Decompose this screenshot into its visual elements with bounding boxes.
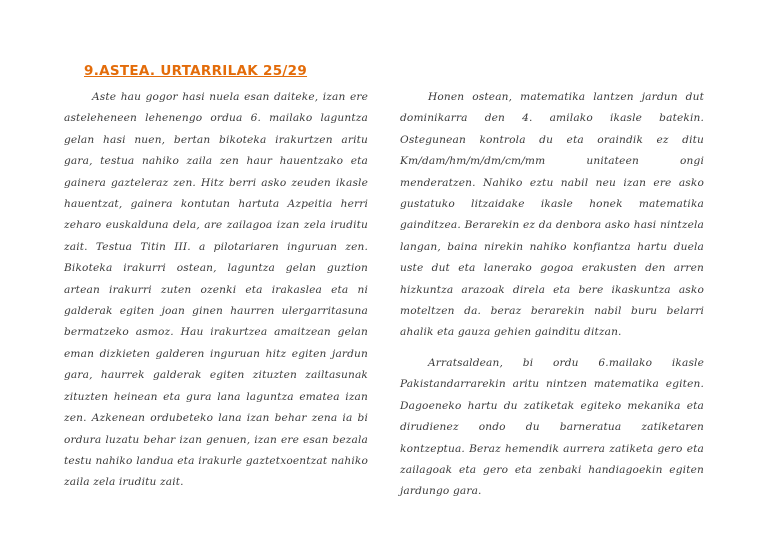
left-paragraph-1: Aste hau gogor hasi nuela esan daiteke, izan ere asteleheneen lehenengo ordua 6. mailako laguntza gelan hasi nuen, bertan bikoteka irakurtzen aritu gara, testua nahiko zaila zen haur hauentzako eta gainera gazteleraz zen. Hitz berri asko zeuden ikasle hauentzat, gainera kontutan hartuta Azpeitia herri zeharo euskalduna dela, are zailagoa izan zela iruditu zait. Testua Titin III. a pilotariaren inguruan zen. Bikoteka irakurri ostean, laguntza gelan guztion artean irakurri zuten ozenki eta irakaslea eta ni galderak egiten joan ginen haurren ulergarritasuna bermatzeko asmoz. Hau irakurtzea amaitzean gelan eman dizkieten galderen inguruan hitz egiten jardun gara, haurrek galderak egiten zituzten zailtasunak zituzten heinean eta gura lana laguntza ematea izan zen. Azkenean ordubeteko lana izan behar zena ia bi ordura luzatu behar izan genuen, izan ere esan bezala testu nahiko landua eta irakurle gaztetxoentzat nahiko zaila zela iruditu zait.	[64, 91, 368, 489]
page-title: 9.ASTEA. URTARRILAK 25/29	[84, 63, 308, 79]
right-paragraph-2: Arratsaldean, bi ordu 6.mailako ikasle Pakistandarrarekin aritu nintzen matematika egiten. Dagoeneko hartu du zatiketak egiteko mekanika eta dirudienez ondo du barneratua zatiketaren kontzeptua. Beraz hemendik aurrera zatiketa gero eta zailagoak eta gero eta zenbaki handiagoekin egiten jardungo gara.	[400, 356, 704, 498]
left-column	[64, 87, 368, 494]
right-paragraph-1: Honen ostean, matematika lantzen jardun dut dominikarra den 4. amilako ikasle batekin. Ostegunean kontrola du eta oraindik ez ditu Km/dam/hm/m/dm/cm/mm unitateen ongi menderatzen. Nahiko eztu nabil neu izan ere asko gustatuko litzaidake ikasle honek matematika gainditzea. Berarekin ez da denbora asko hasi nintzela langan, baina nirekin nahiko konfiantza hartu duela uste dut eta lanerako gogoa erakusten den arren hizkuntza arazoak direla eta bere ikaskuntza asko moteltzen da. beraz berarekin nabil buru belarri ahalik eta gauza gehien gainditu ditzan.	[400, 91, 704, 339]
right-column	[400, 87, 704, 503]
